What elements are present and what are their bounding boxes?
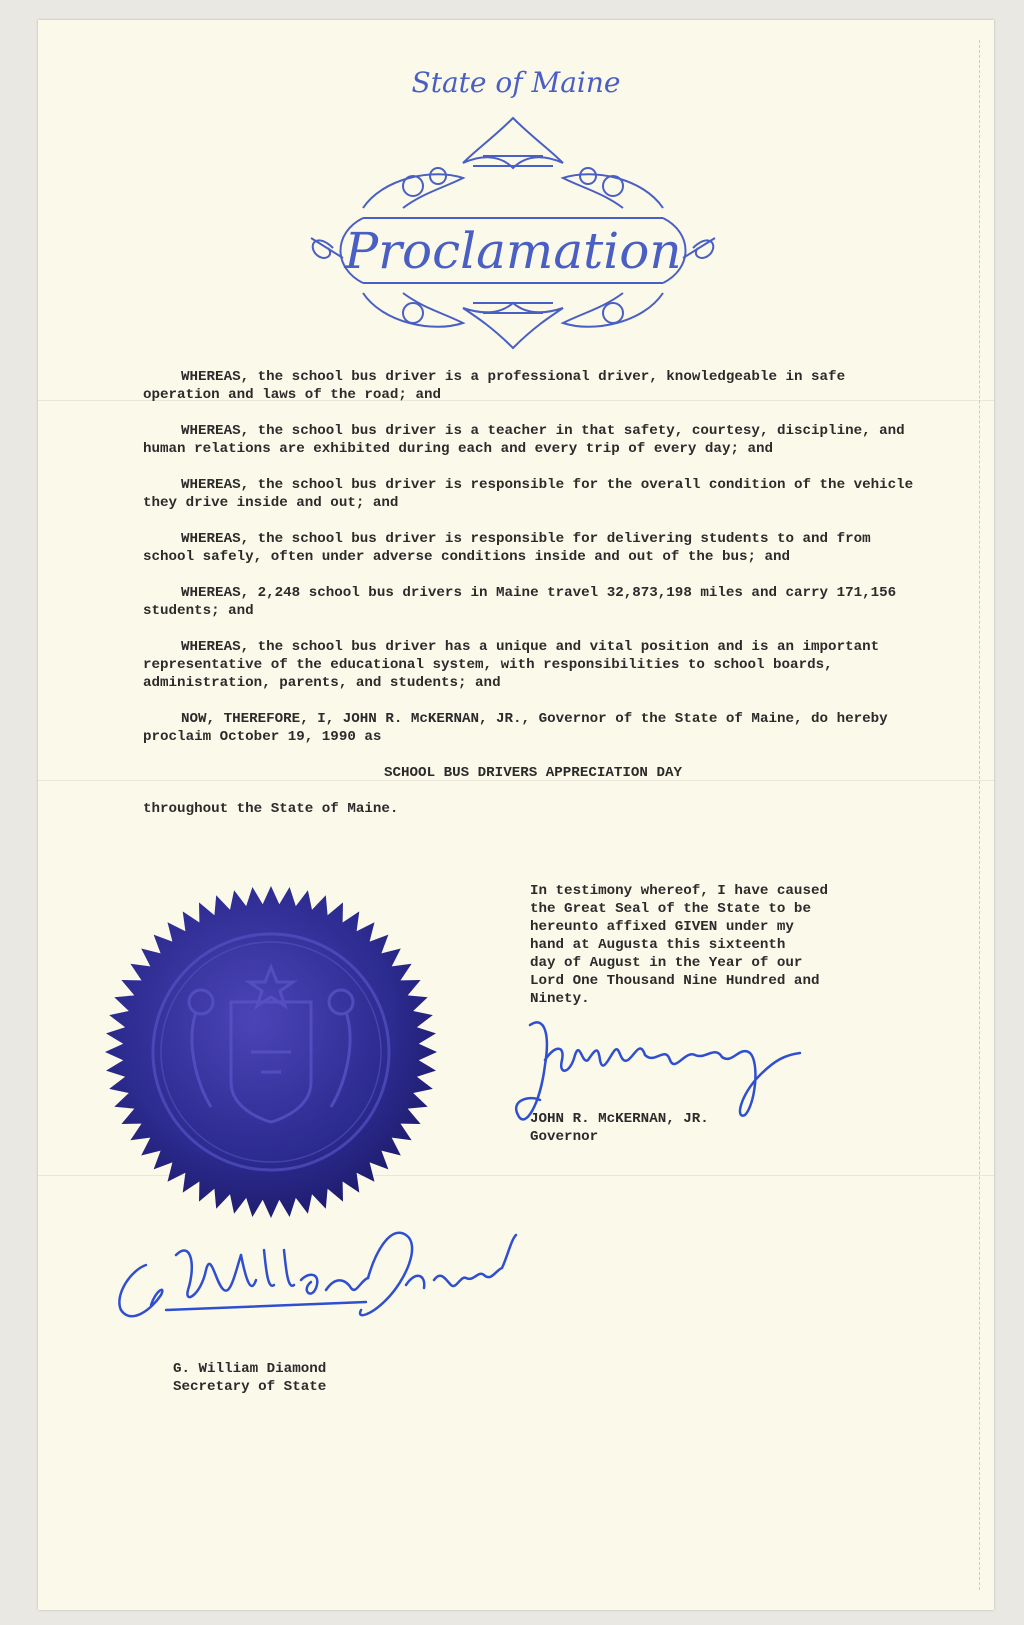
closing-line: throughout the State of Maine. xyxy=(143,801,399,817)
governor-title: Governor xyxy=(530,1129,599,1145)
whereas-paragraph: WHEREAS, the school bus driver is a teacher in that safety, courtesy, discipline, and human relations are exhibited during each and every trip of every day; and xyxy=(143,423,905,457)
whereas-paragraph: WHEREAS, the school bus driver is responsible for the overall condition of the vehicle they drive inside and out; and xyxy=(143,477,914,511)
secretary-name: G. William Diamond xyxy=(173,1361,327,1377)
whereas-paragraph: WHEREAS, the school bus driver is a professional driver, knowledgeable in safe operation and laws of the road; and xyxy=(143,369,846,403)
great-seal-icon xyxy=(101,882,441,1222)
therefore-paragraph: NOW, THEREFORE, I, JOHN R. McKERNAN, JR., Governor of the State of Maine, do hereby proclaim October 19, 1990 as xyxy=(143,711,888,745)
whereas-paragraph: WHEREAS, the school bus driver is responsible for delivering students to and from school safely, often under adverse conditions inside and out of the bus; and xyxy=(143,531,871,565)
proclamation-title: Proclamation xyxy=(344,222,682,280)
proclaimed-day: SCHOOL BUS DRIVERS APPRECIATION DAY xyxy=(384,765,682,781)
whereas-paragraph: WHEREAS, the school bus driver has a unique and vital position and is an important representative of the educational system, with responsibilities to school boards, administration, parents, and students; and xyxy=(143,639,880,691)
whereas-paragraph: WHEREAS, 2,248 school bus drivers in Maine travel 32,873,198 miles and carry 171,156 students; and xyxy=(143,585,897,619)
perforated-edge xyxy=(978,40,980,1590)
proclamation-ornament xyxy=(303,108,723,358)
testimony-text: In testimony whereof, I have caused the Great Seal of the State to be hereunto affixed GIVEN under my hand at Augusta this sixteenth day of August in the Year of our Lord One Thousand Nine Hundred and Ninety. xyxy=(530,883,828,1007)
proclamation-document xyxy=(38,20,994,1610)
state-heading: State of Maine xyxy=(411,66,621,99)
proclamation-body xyxy=(143,368,923,836)
governor-name: JOHN R. McKERNAN, JR. xyxy=(530,1111,709,1127)
secretary-title: Secretary of State xyxy=(173,1379,327,1395)
secretary-signature xyxy=(106,1210,536,1340)
